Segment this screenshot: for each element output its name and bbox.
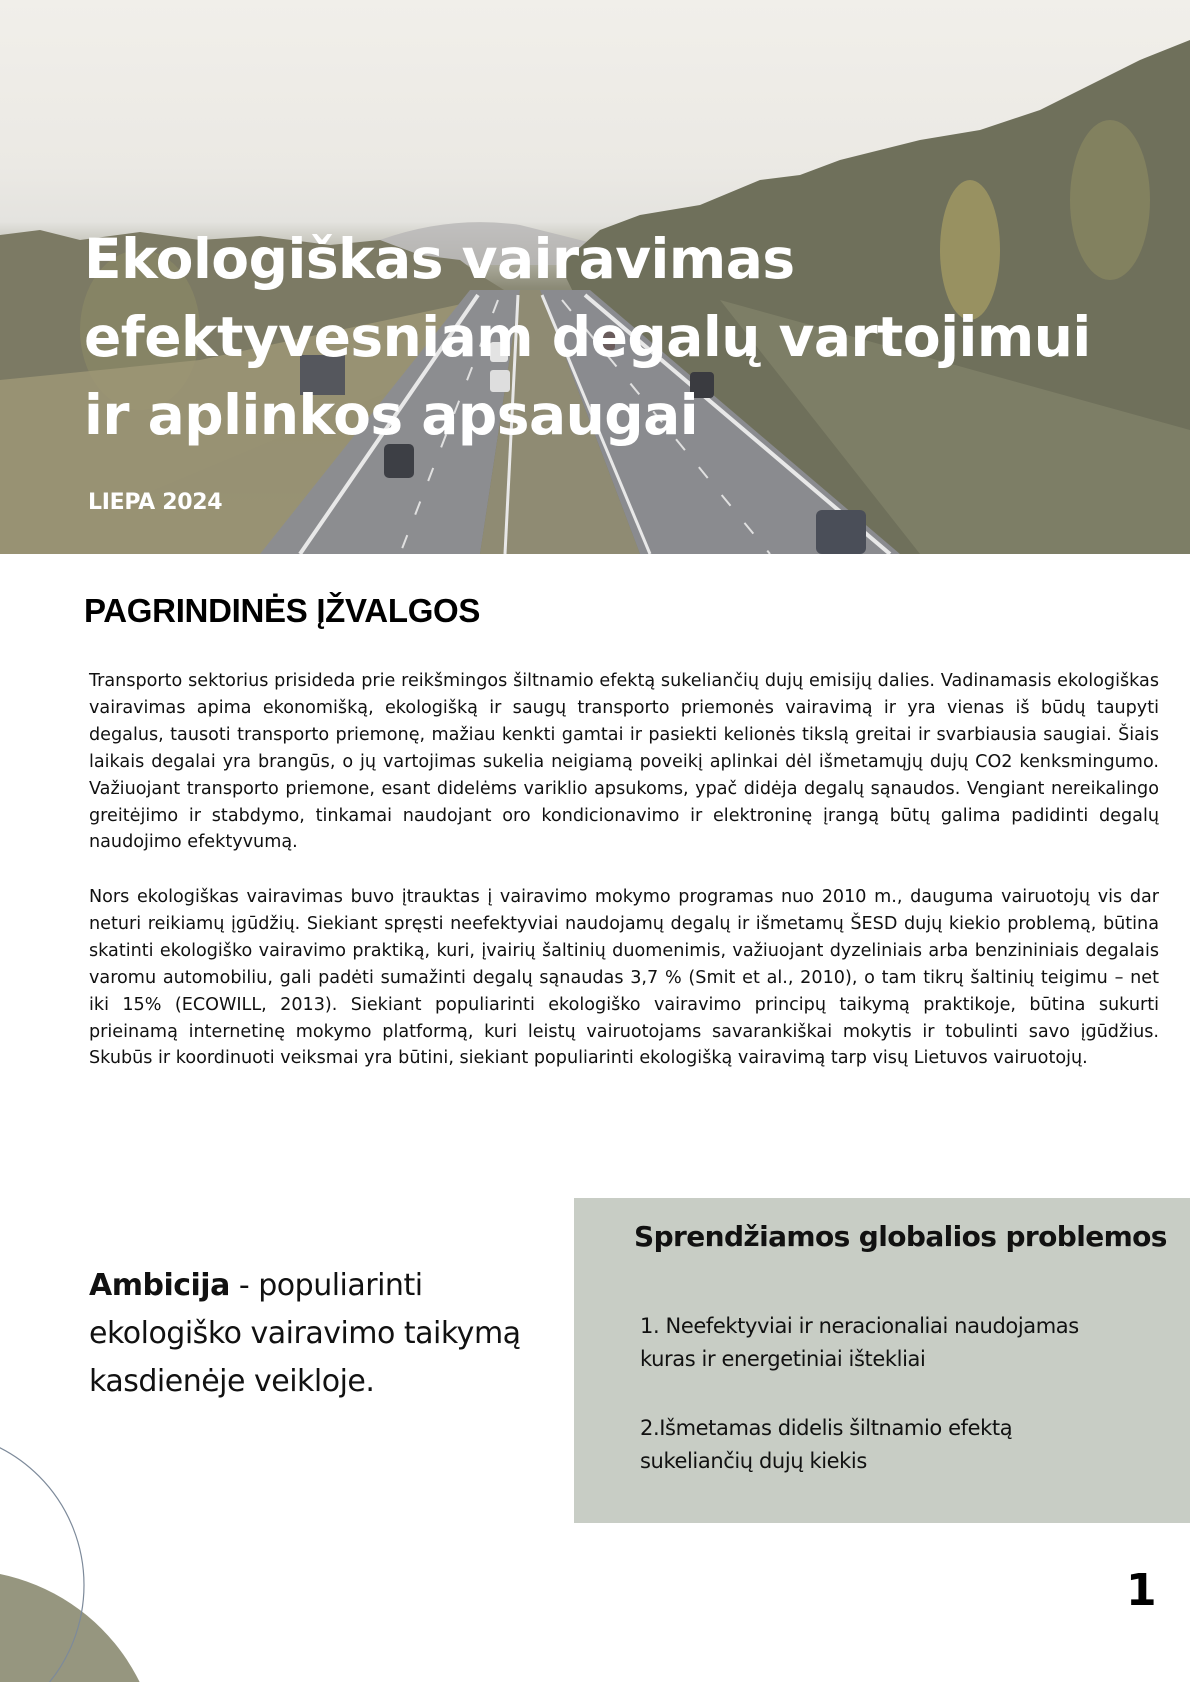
document-title (84, 220, 1144, 454)
title-line: ir aplinkos apsaugai (84, 383, 699, 447)
ambition-statement (89, 1262, 529, 1406)
problem-item: 1. Neefektyviai ir neracionaliai naudojamas kuras ir energetiniai ištekliai (640, 1314, 1079, 1371)
ambition-text: populiarinti ekologiško vairavimo taikymą kasdienėje veikloje. (89, 1268, 521, 1399)
insights-heading: PAGRINDINĖS ĮŽVALGOS (84, 592, 481, 629)
decorative-circles (0, 1440, 300, 1682)
insights-paragraph: Transporto sektorius prisideda prie reikšmingos šiltnamio efektą sukeliančių dujų emisijų dalies. Vadinamasis ekologiškas vairavimas apima ekonomišką, ekologišką ir saugų transporto priemonės vairavimą ir yra vienas iš būdų taupyti degalus, tausoti transporto priemonę, mažiau kenkti gamtai ir pasiekti kelionės tikslą greitai ir svarbiausia saugiai. Šiais laikais degalai yra brangūs, o jų vartojimas sukelia neigiamą poveikį aplinkai dėl išmetamųjų dujų CO2 kenksmingumo. Važiuojant transporto priemone, esant didelėms variklio apsukoms, ypač didėja degalų sąnaudos. Vengiant nereikalingo greitėjimo ir stabdymo, tinkamai naudojant oro kondicionavimo ir elektroninę įrangą būtų galima padidinti degalų naudojimo efektyvumą. (89, 671, 1159, 853)
hero-banner (0, 0, 1190, 554)
global-problems-box (574, 1198, 1190, 1523)
problem-item: 2.Išmetamas didelis šiltnamio efektą sukeliančių dujų kiekis (640, 1416, 1013, 1473)
ambition-label: Ambicija (89, 1268, 230, 1303)
insights-paragraph: Nors ekologiškas vairavimas buvo įtrauktas į vairavimo mokymo programas nuo 2010 m., dauguma vairuotojų vis dar neturi reikiamų įgūdžių. Siekiant spręsti neefektyviai naudojamų degalų ir išmetamų ŠESD dujų kiekio problemą, būtina skatinti ekologiško vairavimo praktiką, kuri, įvairių šaltinių duomenimis, važiuojant dyzeliniais arba benzininiais degalais varomu automobiliu, gali padėti sumažinti degalų sąnaudas 3,7 % (Smit et al., 2010), o tam tikrų šaltinių teigimu – net iki 15% (ECOWILL, 2013). Siekiant populiarinti ekologiško vairavimo principų taikymą praktikoje, būtina sukurti prieinamą internetinę mokymo platformą, kuri leistų vairuotojams savarankiškai mokytis ir tobulinti savo įgūdžius. Skubūs ir koordinuoti veiksmai yra būtini, siekiant populiarinti ekologišką vairavimą tarp visų Lietuvos vairuotojų. (89, 887, 1159, 1069)
publication-date: LIEPA 2024 (88, 490, 223, 515)
problems-heading: Sprendžiamos globalios problemos (634, 1220, 1167, 1253)
decorative-filled-circle (0, 1570, 160, 1682)
title-line: Ekologiškas vairavimas (84, 227, 795, 291)
title-line: efektyvesniam degalų vartojimui (84, 305, 1091, 369)
page-number: 1 (1126, 1565, 1157, 1616)
ambition-separator: - (229, 1268, 259, 1303)
